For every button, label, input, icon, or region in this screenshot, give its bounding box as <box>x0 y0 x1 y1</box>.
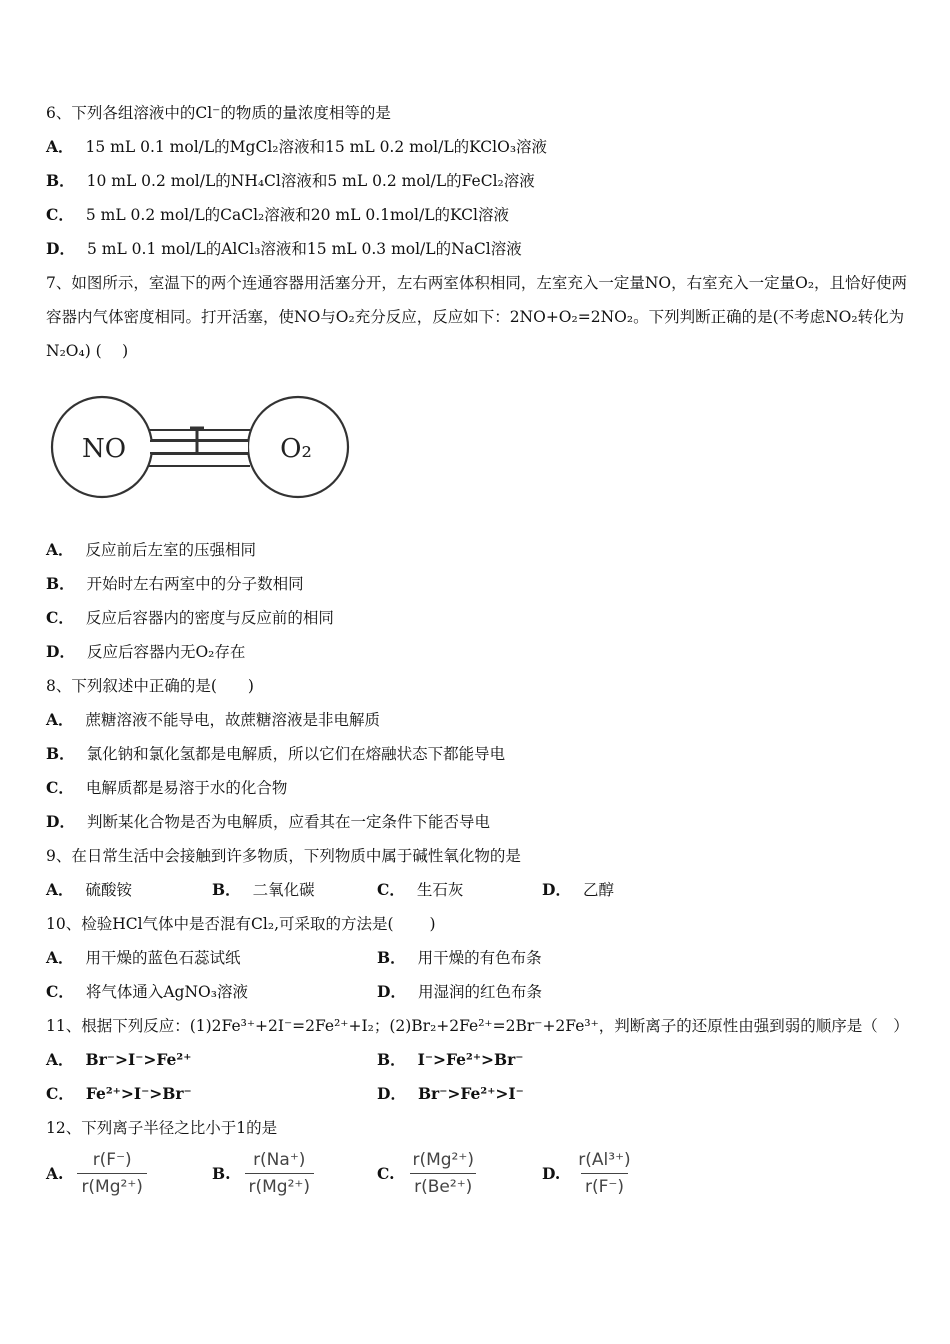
q7-option-c: C． 反应后容器内的密度与反应前的相同 <box>46 608 334 627</box>
q6-option-d: D． 5 mL 0.1 mol/L的AlCl₃溶液和15 mL 0.3 mol/L的NaCl溶液 <box>46 239 522 258</box>
connected-containers-diagram <box>50 392 350 504</box>
q12-option-a: A. $\frac{r(F^-)}{\text{r(Mg²⁺)}}$ <box>46 1150 147 1197</box>
q6-stem: 6、下列各组溶液中的Cl⁻的物质的量浓度相等的是 <box>46 104 391 122</box>
q9-stem: 9、在日常生活中会接触到许多物质，下列物质中属于碱性氧化物的是 <box>46 847 521 865</box>
q9-option-d: D． 乙醇 <box>542 880 614 899</box>
q10-option-b: B． 用干燥的有色布条 <box>377 948 542 967</box>
q11-option-d: D． Br⁻>Fe²⁺>I⁻ <box>377 1084 524 1103</box>
q12-option-c: C. $\frac{\text{r(Mg²⁺)}}{\text{r(Be²⁺)}}$ <box>377 1150 478 1197</box>
radius-ratio-fraction: $\frac{r(F^-)}{\text{r(Mg²⁺)}}$ <box>77 1150 147 1197</box>
right-gas-label: O₂ <box>280 434 312 464</box>
q7-option-b: B． 开始时左右两室中的分子数相同 <box>46 574 304 593</box>
q11-stem: 11、根据下列反应：(1)2Fe³⁺+2I⁻=2Fe²⁺+I₂；(2)Br₂+2Fe²⁺=2Br⁻+2Fe³⁺，判断离子的还原性由强到弱的顺序是（ ） <box>46 1017 909 1035</box>
q9-option-b: B． 二氧化碳 <box>212 880 315 899</box>
q7-option-d: D． 反应后容器内无O₂存在 <box>46 642 246 661</box>
q6-option-a: A． 15 mL 0.1 mol/L的MgCl₂溶液和15 mL 0.2 mol/L的KClO₃溶液 <box>46 137 548 156</box>
q9-option-a: A． 硫酸铵 <box>46 880 133 899</box>
q12-option-b: B. $\frac{r(Na^+)}{\text{r(Mg²⁺)}}$ <box>212 1150 314 1197</box>
q10-option-c: C． 将气体通入AgNO₃溶液 <box>46 982 248 1001</box>
q9-option-c: C． 生石灰 <box>377 880 464 899</box>
q6-option-c: C． 5 mL 0.2 mol/L的CaCl₂溶液和20 mL 0.1mol/L的KCl溶液 <box>46 205 509 224</box>
q11-option-b: B． I⁻>Fe²⁺>Br⁻ <box>377 1050 524 1069</box>
q10-option-a: A． 用干燥的蓝色石蕊试纸 <box>46 948 241 967</box>
q8-option-d: D． 判断某化合物是否为电解质，应看其在一定条件下能否导电 <box>46 812 490 831</box>
q8-option-c: C． 电解质都是易溶于水的化合物 <box>46 778 288 797</box>
q12-option-d: D. $\frac{\text{r(Al³⁺)}}{r(F^-)}$ <box>542 1150 635 1197</box>
radius-ratio-fraction: $\frac{\text{r(Al³⁺)}}{r(F^-)}$ <box>578 1150 631 1197</box>
q7-stem: 7、如图所示，室温下的两个连通容器用活塞分开，左右两室体积相同，左室充入一定量NO，右室充入一定量O₂，且恰好使两容器内气体密度相同。打开活塞，使NO与O₂充分反应，反应如下：2NO+O₂=2NO₂。下列判断正确的是(不考虑NO₂转化为N₂O₄) ( ) <box>46 274 908 360</box>
q8-stem: 8、下列叙述中正确的是( ) <box>46 677 254 695</box>
q8-option-b: B． 氯化钠和氯化氢都是电解质，所以它们在熔融状态下都能导电 <box>46 744 506 763</box>
q11-option-a: A． Br⁻>I⁻>Fe²⁺ <box>46 1050 192 1069</box>
left-gas-label: NO <box>81 434 127 464</box>
q6-option-b: B． 10 mL 0.2 mol/L的NH₄Cl溶液和5 mL 0.2 mol/L的FeCl₂溶液 <box>46 171 535 190</box>
q7-option-a: A． 反应前后左室的压强相同 <box>46 540 257 559</box>
q12-stem: 12、下列离子半径之比小于1的是 <box>46 1119 278 1137</box>
q8-option-a: A． 蔗糖溶液不能导电，故蔗糖溶液是非电解质 <box>46 710 381 729</box>
q11-option-c: C． Fe²⁺>I⁻>Br⁻ <box>46 1084 192 1103</box>
radius-ratio-fraction: $\frac{\text{r(Mg²⁺)}}{\text{r(Be²⁺)}}$ <box>408 1150 478 1197</box>
q10-option-d: D． 用湿润的红色布条 <box>377 982 542 1001</box>
radius-ratio-fraction: $\frac{r(Na^+)}{\text{r(Mg²⁺)}}$ <box>245 1150 315 1197</box>
q10-stem: 10、检验HCl气体中是否混有Cl₂,可采取的方法是( ) <box>46 915 436 933</box>
